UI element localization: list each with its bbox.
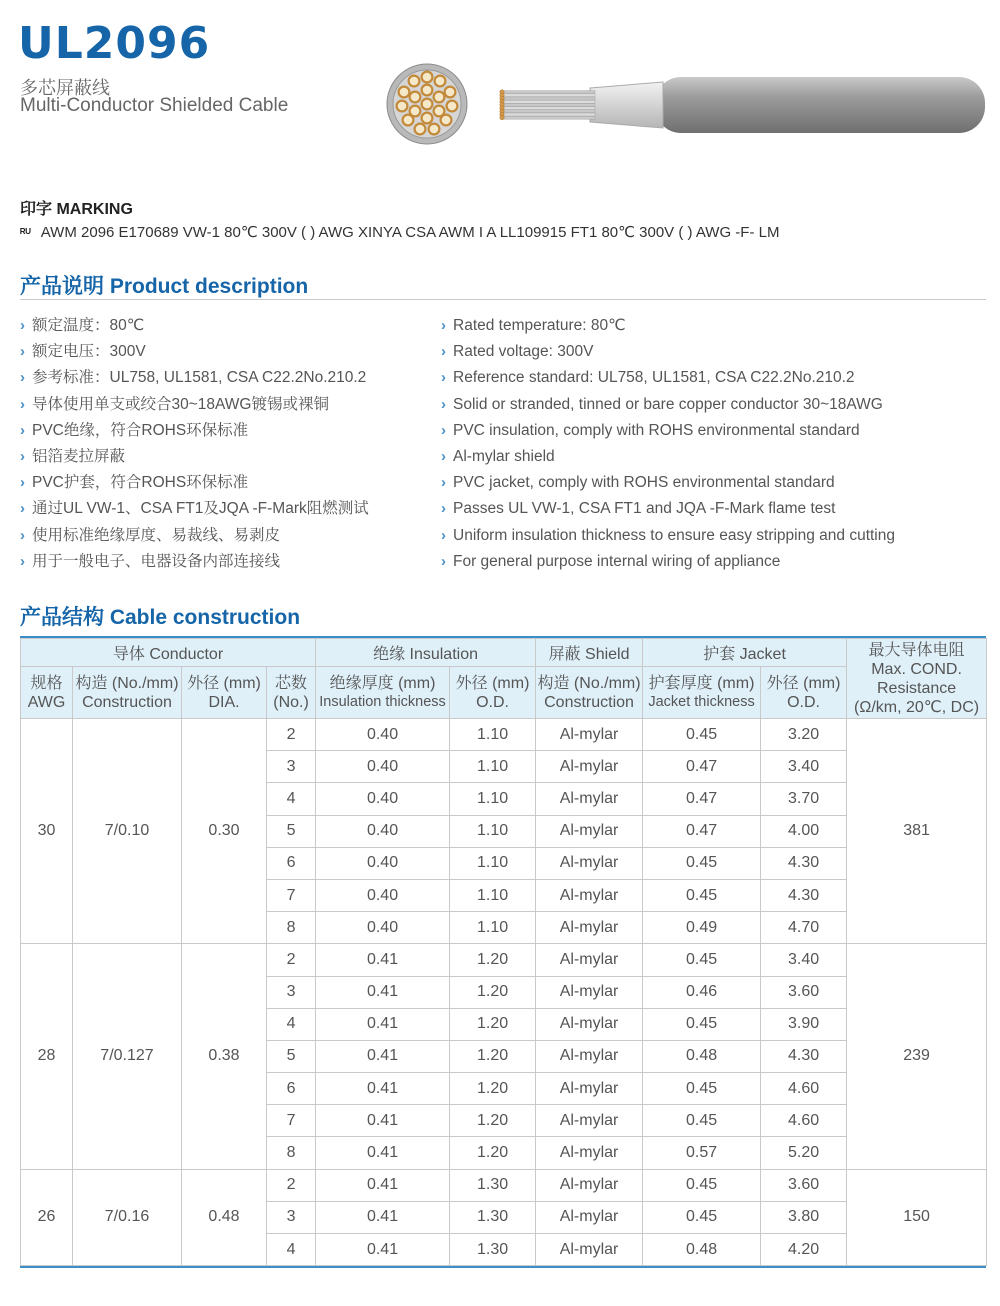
jacket-thickness-cell: 0.45 xyxy=(643,847,761,879)
description-item xyxy=(441,313,895,339)
resistance-cell: 150 xyxy=(847,1169,987,1266)
chevron-right-icon: › xyxy=(20,369,25,387)
conductor-dia-cell: 0.38 xyxy=(182,944,267,1169)
shield-cell: Al-mylar xyxy=(536,719,643,751)
description-item-text: Passes UL VW-1, CSA FT1 and JQA -F-Mark flame test xyxy=(453,500,836,518)
jacket-od-cell: 3.60 xyxy=(761,976,847,1008)
insulation-thickness-cell: 0.41 xyxy=(316,1201,450,1233)
jacket-thickness-cell: 0.45 xyxy=(643,944,761,976)
column-header-en: O.D. xyxy=(476,693,509,711)
column-header xyxy=(267,667,316,719)
conductor-dia-cell: 0.30 xyxy=(182,719,267,944)
jacket-thickness-cell: 0.45 xyxy=(643,1073,761,1105)
description-item-text: 用于一般电子、电器设备内部连接线 xyxy=(32,552,281,570)
insulation-od-cell: 1.20 xyxy=(450,1137,536,1169)
chevron-right-icon: › xyxy=(441,343,446,361)
jacket-od-cell: 5.20 xyxy=(761,1137,847,1169)
insulation-thickness-cell: 0.41 xyxy=(316,1105,450,1137)
insulation-thickness-cell: 0.40 xyxy=(316,815,450,847)
jacket-thickness-cell: 0.47 xyxy=(643,751,761,783)
chevron-right-icon: › xyxy=(441,552,446,570)
column-header-en: O.D. xyxy=(787,693,820,711)
jacket-od-cell: 4.70 xyxy=(761,912,847,944)
subtitle-english: Multi-Conductor Shielded Cable xyxy=(20,95,289,116)
chevron-right-icon: › xyxy=(20,500,25,518)
description-item-text: 通过UL VW-1、CSA FT1及JQA -F-Mark阻燃测试 xyxy=(32,500,369,518)
insulation-od-cell: 1.20 xyxy=(450,1105,536,1137)
chevron-right-icon: › xyxy=(441,421,446,439)
description-item xyxy=(441,339,895,365)
cable-construction-heading: 产品结构 Cable construction xyxy=(20,606,301,629)
shield-cell: Al-mylar xyxy=(536,879,643,911)
insulation-od-cell: 1.20 xyxy=(450,1040,536,1072)
shield-cell: Al-mylar xyxy=(536,751,643,783)
ul-recognized-icon: ᴿᵁ xyxy=(20,226,31,240)
description-item xyxy=(20,365,369,391)
description-item xyxy=(441,444,895,470)
description-item-text: Al-mylar shield xyxy=(453,447,555,465)
insulation-od-cell: 1.10 xyxy=(450,815,536,847)
jacket-thickness-cell: 0.48 xyxy=(643,1040,761,1072)
table-row xyxy=(21,719,987,751)
insulation-thickness-cell: 0.40 xyxy=(316,783,450,815)
resistance-header-en-2: Resistance xyxy=(876,679,957,697)
cable-cross-section-image xyxy=(385,62,469,146)
description-item xyxy=(20,549,369,575)
cores-cell: 4 xyxy=(267,783,316,815)
cores-cell: 4 xyxy=(267,1234,316,1266)
shield-cell: Al-mylar xyxy=(536,783,643,815)
shield-cell: Al-mylar xyxy=(536,1201,643,1233)
column-header-cn: 外径 (mm) xyxy=(766,674,841,692)
jacket-thickness-cell: 0.57 xyxy=(643,1137,761,1169)
column-header-cn: 外径 (mm) xyxy=(187,674,261,692)
description-item-text: For general purpose internal wiring of appliance xyxy=(453,552,781,570)
insulation-thickness-cell: 0.40 xyxy=(316,751,450,783)
description-item-text: 额定电压：300V xyxy=(32,343,146,361)
awg-cell: 30 xyxy=(21,719,73,944)
description-item xyxy=(20,444,369,470)
resistance-header-cn: 最大导体电阻 xyxy=(868,641,965,659)
shield-cell: Al-mylar xyxy=(536,1040,643,1072)
shield-cell: Al-mylar xyxy=(536,1234,643,1266)
cable-side-image xyxy=(495,72,990,138)
column-header xyxy=(761,667,847,719)
cores-cell: 7 xyxy=(267,1105,316,1137)
chevron-right-icon: › xyxy=(441,500,446,518)
chevron-right-icon: › xyxy=(441,447,446,465)
jacket-od-cell: 4.60 xyxy=(761,1073,847,1105)
chevron-right-icon: › xyxy=(20,552,25,570)
subtitle-chinese: 多芯屏蔽线 xyxy=(20,78,110,98)
cores-cell: 5 xyxy=(267,1040,316,1072)
chevron-right-icon: › xyxy=(441,369,446,387)
description-item-text: PVC insulation, comply with ROHS environmental standard xyxy=(453,421,860,439)
conductor-group-header: 导体 Conductor xyxy=(21,639,316,667)
insulation-thickness-cell: 0.41 xyxy=(316,1234,450,1266)
column-header-en: DIA. xyxy=(208,693,240,711)
insulation-od-cell: 1.10 xyxy=(450,912,536,944)
description-list-english xyxy=(441,313,895,575)
jacket-thickness-cell: 0.45 xyxy=(643,719,761,751)
description-item-text: Solid or stranded, tinned or bare copper conductor 30~18AWG xyxy=(453,395,883,413)
description-item xyxy=(20,523,369,549)
awg-cell: 28 xyxy=(21,944,73,1169)
jacket-thickness-cell: 0.45 xyxy=(643,1169,761,1201)
column-header-cn: 规格 xyxy=(30,674,63,692)
description-item xyxy=(20,470,369,496)
column-header xyxy=(536,667,643,719)
cores-cell: 4 xyxy=(267,1008,316,1040)
chevron-right-icon: › xyxy=(441,395,446,413)
jacket-od-cell: 4.30 xyxy=(761,1040,847,1072)
cores-cell: 6 xyxy=(267,1073,316,1105)
construction-table xyxy=(20,638,987,1266)
shield-cell: Al-mylar xyxy=(536,944,643,976)
insulation-od-cell: 1.30 xyxy=(450,1169,536,1201)
cores-cell: 6 xyxy=(267,847,316,879)
insulation-thickness-cell: 0.41 xyxy=(316,976,450,1008)
column-header xyxy=(450,667,536,719)
insulation-od-cell: 1.10 xyxy=(450,719,536,751)
conductor-construction-cell: 7/0.10 xyxy=(73,719,182,944)
description-list-chinese xyxy=(20,313,369,575)
product-description-heading: 产品说明 Product description xyxy=(20,275,309,298)
jacket-od-cell: 4.30 xyxy=(761,847,847,879)
column-header-en: Insulation thickness xyxy=(319,693,446,710)
insulation-group-header: 绝缘 Insulation xyxy=(316,639,536,667)
shield-cell: Al-mylar xyxy=(536,1137,643,1169)
chevron-right-icon: › xyxy=(20,343,25,361)
description-item-text: PVC jacket, comply with ROHS environmental standard xyxy=(453,474,835,492)
conductor-dia-cell: 0.48 xyxy=(182,1169,267,1266)
cores-cell: 2 xyxy=(267,1169,316,1201)
description-item xyxy=(441,365,895,391)
column-header-en: AWG xyxy=(27,693,66,711)
shield-cell: Al-mylar xyxy=(536,912,643,944)
resistance-header-en-1: Max. COND. xyxy=(871,660,962,678)
cores-cell: 2 xyxy=(267,944,316,976)
insulation-thickness-cell: 0.40 xyxy=(316,912,450,944)
description-item xyxy=(441,418,895,444)
conductor-construction-cell: 7/0.127 xyxy=(73,944,182,1169)
insulation-thickness-cell: 0.40 xyxy=(316,879,450,911)
description-item-text: PVC护套，符合ROHS环保标准 xyxy=(32,474,249,492)
description-item-text: Uniform insulation thickness to ensure easy stripping and cutting xyxy=(453,526,895,544)
cores-cell: 8 xyxy=(267,1137,316,1169)
table-bottom-rule xyxy=(20,1266,986,1268)
chevron-right-icon: › xyxy=(20,447,25,465)
cores-cell: 7 xyxy=(267,879,316,911)
description-item-text: 使用标准绝缘厚度、易裁线、易剥皮 xyxy=(32,526,281,544)
chevron-right-icon: › xyxy=(20,421,25,439)
chevron-right-icon: › xyxy=(441,526,446,544)
description-item-text: 额定温度：80℃ xyxy=(32,317,145,334)
column-header-cn: 构造 (No./mm) xyxy=(75,674,179,692)
column-header xyxy=(182,667,267,719)
insulation-thickness-cell: 0.41 xyxy=(316,1040,450,1072)
chevron-right-icon: › xyxy=(441,317,446,334)
chevron-right-icon: › xyxy=(20,526,25,544)
description-item-text: Rated voltage: 300V xyxy=(453,343,594,361)
description-item xyxy=(441,470,895,496)
shield-group-header: 屏蔽 Shield xyxy=(536,639,643,667)
shield-cell: Al-mylar xyxy=(536,976,643,1008)
column-header xyxy=(21,667,73,719)
conductor-construction-cell: 7/0.16 xyxy=(73,1169,182,1266)
chevron-right-icon: › xyxy=(20,474,25,492)
insulation-od-cell: 1.10 xyxy=(450,783,536,815)
jacket-od-cell: 3.40 xyxy=(761,944,847,976)
cores-cell: 3 xyxy=(267,751,316,783)
marking-text: AWM 2096 E170689 VW-1 80℃ 300V ( ) AWG XINYA CSA AWM I A LL109915 FT1 80℃ 300V ( ) AWG -F- LM xyxy=(40,224,780,241)
insulation-thickness-cell: 0.40 xyxy=(316,719,450,751)
description-item xyxy=(20,496,369,522)
insulation-od-cell: 1.20 xyxy=(450,1073,536,1105)
column-header-cn: 绝缘厚度 (mm) xyxy=(329,674,436,692)
insulation-thickness-cell: 0.41 xyxy=(316,1008,450,1040)
insulation-od-cell: 1.20 xyxy=(450,1008,536,1040)
column-header-cn: 芯数 xyxy=(275,674,308,692)
description-item-text: 导体使用单支或绞合30~18AWG镀锡或裸铜 xyxy=(32,395,329,413)
jacket-od-cell: 4.00 xyxy=(761,815,847,847)
cores-cell: 3 xyxy=(267,1201,316,1233)
shield-cell: Al-mylar xyxy=(536,1073,643,1105)
description-item-text: PVC绝缘，符合ROHS环保标准 xyxy=(32,421,249,439)
description-item xyxy=(441,523,895,549)
description-item-text: Rated temperature: 80℃ xyxy=(453,317,626,334)
jacket-od-cell: 3.40 xyxy=(761,751,847,783)
shield-cell: Al-mylar xyxy=(536,815,643,847)
description-item-text: Reference standard: UL758, UL1581, CSA C22.2No.210.2 xyxy=(453,369,855,387)
description-item-text: 参考标准：UL758, UL1581, CSA C22.2No.210.2 xyxy=(32,369,367,387)
jacket-thickness-cell: 0.47 xyxy=(643,783,761,815)
jacket-thickness-cell: 0.49 xyxy=(643,912,761,944)
column-header-cn: 护套厚度 (mm) xyxy=(648,674,755,692)
insulation-thickness-cell: 0.40 xyxy=(316,847,450,879)
description-item xyxy=(20,392,369,418)
column-header-cn: 构造 (No./mm) xyxy=(537,674,641,692)
jacket-thickness-cell: 0.45 xyxy=(643,879,761,911)
column-header xyxy=(316,667,450,719)
chevron-right-icon: › xyxy=(20,395,25,413)
jacket-od-cell: 3.70 xyxy=(761,783,847,815)
insulation-od-cell: 1.10 xyxy=(450,879,536,911)
insulation-od-cell: 1.30 xyxy=(450,1201,536,1233)
insulation-thickness-cell: 0.41 xyxy=(316,1137,450,1169)
jacket-thickness-cell: 0.47 xyxy=(643,815,761,847)
column-header xyxy=(73,667,182,719)
jacket-od-cell: 4.60 xyxy=(761,1105,847,1137)
column-header-cn: 外径 (mm) xyxy=(455,674,530,692)
jacket-od-cell: 4.20 xyxy=(761,1234,847,1266)
marking-text-line xyxy=(20,223,779,241)
jacket-od-cell: 3.20 xyxy=(761,719,847,751)
description-item xyxy=(20,418,369,444)
description-item-text: 铝箔麦拉屏蔽 xyxy=(32,447,126,465)
shield-cell: Al-mylar xyxy=(536,1169,643,1201)
jacket-od-cell: 3.90 xyxy=(761,1008,847,1040)
insulation-thickness-cell: 0.41 xyxy=(316,1073,450,1105)
resistance-cell: 381 xyxy=(847,719,987,944)
section-divider xyxy=(20,299,986,300)
resistance-header-en-3: (Ω/km, 20℃, DC) xyxy=(854,698,980,716)
resistance-cell: 239 xyxy=(847,944,987,1169)
description-item xyxy=(20,339,369,365)
insulation-od-cell: 1.30 xyxy=(450,1234,536,1266)
insulation-od-cell: 1.20 xyxy=(450,944,536,976)
shield-cell: Al-mylar xyxy=(536,847,643,879)
cores-cell: 5 xyxy=(267,815,316,847)
jacket-thickness-cell: 0.45 xyxy=(643,1008,761,1040)
table-row xyxy=(21,944,987,976)
description-item xyxy=(441,549,895,575)
product-title: UL2096 xyxy=(18,18,211,69)
cores-cell: 3 xyxy=(267,976,316,1008)
column-header-en: (No.) xyxy=(273,693,309,711)
description-item xyxy=(20,313,369,339)
chevron-right-icon: › xyxy=(441,474,446,492)
jacket-thickness-cell: 0.46 xyxy=(643,976,761,1008)
insulation-thickness-cell: 0.41 xyxy=(316,1169,450,1201)
column-header-en: Jacket thickness xyxy=(648,693,755,710)
insulation-od-cell: 1.20 xyxy=(450,976,536,1008)
jacket-thickness-cell: 0.48 xyxy=(643,1234,761,1266)
jacket-od-cell: 3.60 xyxy=(761,1169,847,1201)
column-header-en: Construction xyxy=(544,693,634,711)
marking-heading: 印字 MARKING xyxy=(20,201,133,218)
insulation-od-cell: 1.10 xyxy=(450,847,536,879)
jacket-od-cell: 4.30 xyxy=(761,879,847,911)
awg-cell: 26 xyxy=(21,1169,73,1266)
cores-cell: 8 xyxy=(267,912,316,944)
insulation-thickness-cell: 0.41 xyxy=(316,944,450,976)
jacket-group-header: 护套 Jacket xyxy=(643,639,847,667)
chevron-right-icon: › xyxy=(20,317,25,334)
cores-cell: 2 xyxy=(267,719,316,751)
shield-cell: Al-mylar xyxy=(536,1008,643,1040)
insulation-od-cell: 1.10 xyxy=(450,751,536,783)
column-header xyxy=(643,667,761,719)
jacket-thickness-cell: 0.45 xyxy=(643,1105,761,1137)
table-row xyxy=(21,1169,987,1201)
resistance-header xyxy=(847,639,987,719)
shield-cell: Al-mylar xyxy=(536,1105,643,1137)
description-item xyxy=(441,496,895,522)
column-header-en: Construction xyxy=(82,693,172,711)
jacket-od-cell: 3.80 xyxy=(761,1201,847,1233)
jacket-thickness-cell: 0.45 xyxy=(643,1201,761,1233)
description-item xyxy=(441,392,895,418)
